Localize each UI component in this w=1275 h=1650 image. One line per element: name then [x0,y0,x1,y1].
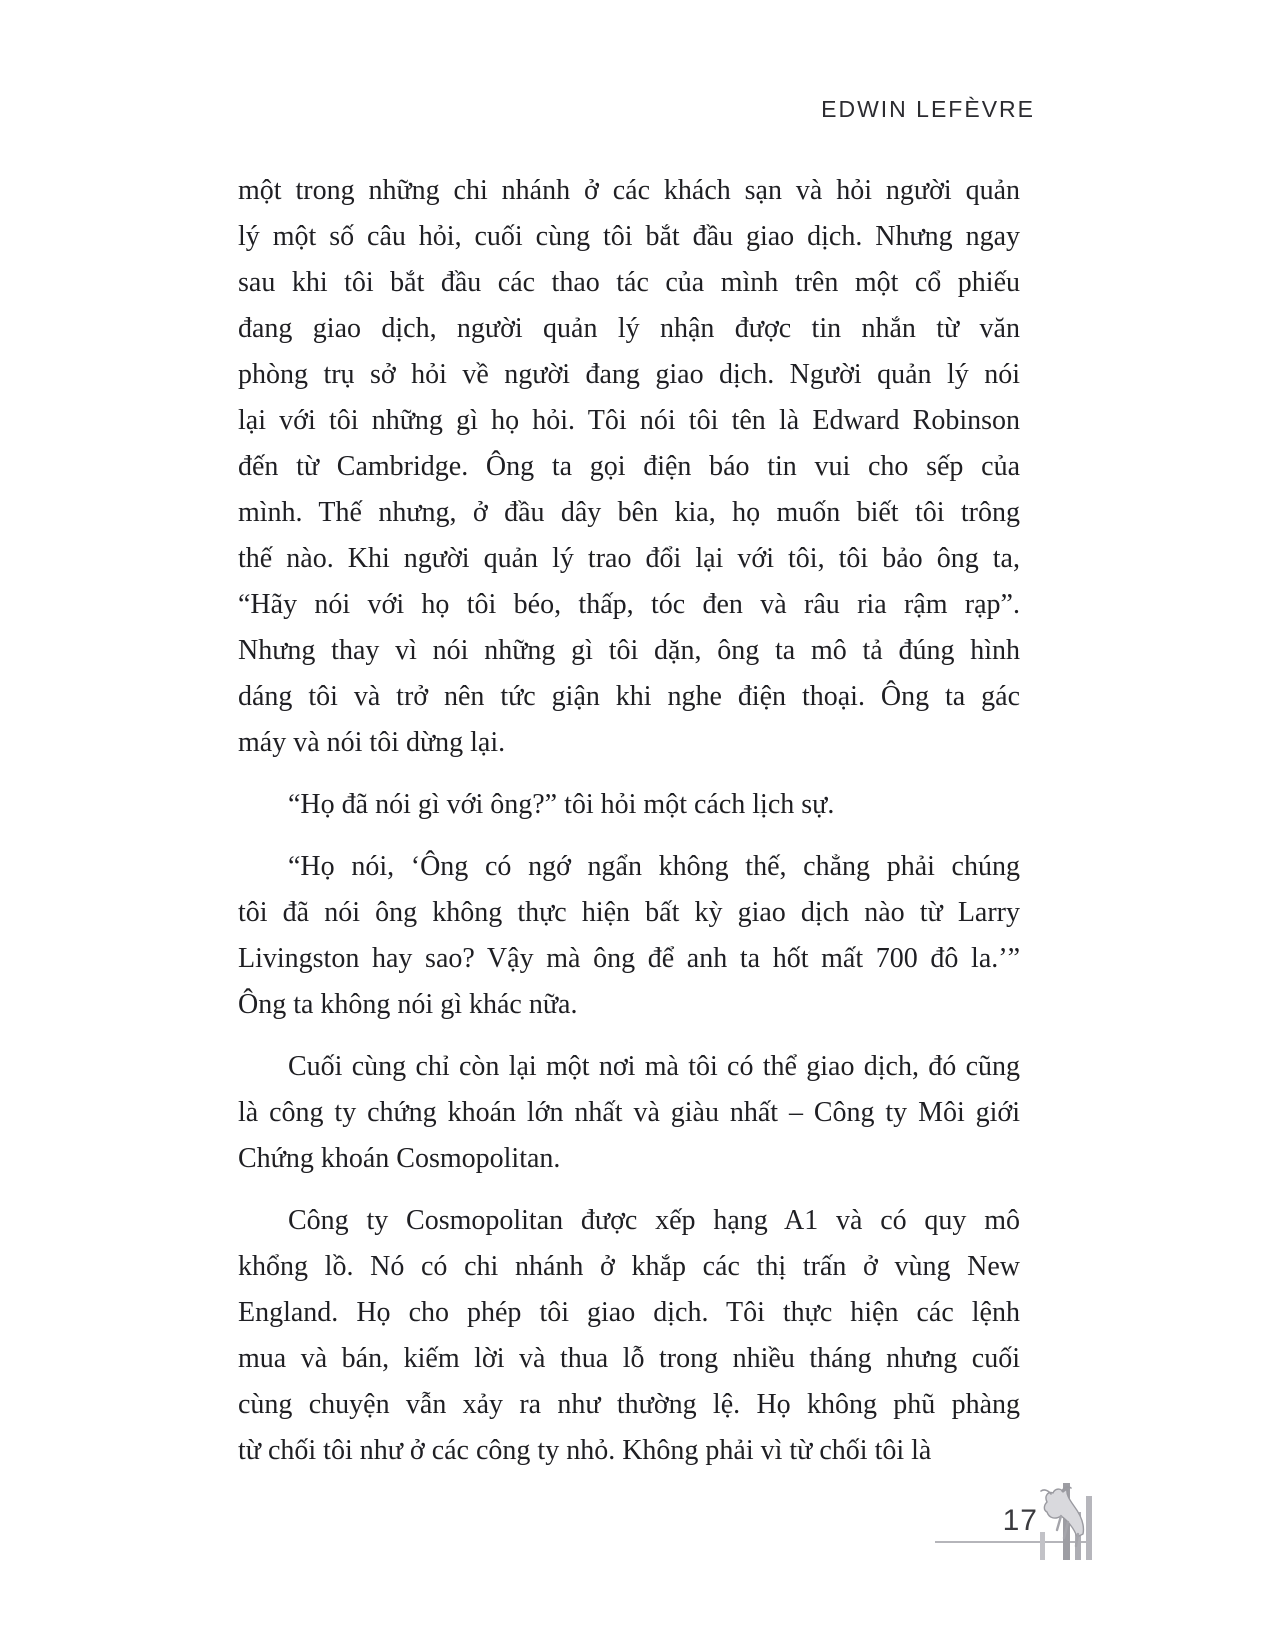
text-line: là công ty chứng khoán lớn nhất và giàu nhất – Công ty Môi giới [238,1097,1020,1128]
running-header-author: EDWIN LEFÈVRE [821,96,1035,122]
text-line: Công ty Cosmopolitan được xếp hạng A1 và có quy mô [288,1205,1020,1236]
text-line: Cuối cùng chỉ còn lại một nơi mà tôi có thể giao dịch, đó cũng [288,1051,1020,1082]
text-line: Chứng khoán Cosmopolitan. [238,1143,561,1174]
paragraph [238,844,1020,1028]
text-line: thế nào. Khi người quản lý trao đổi lại với tôi, tôi bảo ông ta, [238,543,1020,574]
text-line: “Họ đã nói gì với ông?” tôi hỏi một cách lịch sự. [288,789,835,820]
page-number: 17 [1002,1504,1038,1537]
text-line: Ông ta không nói gì khác nữa. [238,989,578,1020]
text-line: mình. Thế nhưng, ở đầu dây bên kia, họ muốn biết tôi trông [238,497,1020,528]
text-line: đang giao dịch, người quản lý nhận được tin nhắn từ văn [238,313,1020,344]
text-line: dáng tôi và trở nên tức giận khi nghe điện thoại. Ông ta gác [238,681,1020,712]
paragraph [238,782,1020,828]
text-line: sau khi tôi bắt đầu các thao tác của mình trên một cổ phiếu [238,267,1020,298]
text-line: máy và nói tôi dừng lại. [238,727,506,758]
paragraph [238,1198,1020,1474]
text-line: “Hãy nói với họ tôi béo, thấp, tóc đen và râu ria rậm rạp”. [238,589,1020,620]
bull-over-bars-logo-icon [1038,1482,1098,1564]
text-line: tôi đã nói ông không thực hiện bất kỳ giao dịch nào từ Larry [238,897,1020,928]
text-line: Nhưng thay vì nói những gì tôi dặn, ông ta mô tả đúng hình [238,635,1020,666]
paragraph [238,1044,1020,1182]
text-line: cùng chuyện vẫn xảy ra như thường lệ. Họ không phũ phàng [238,1389,1020,1420]
page-footer [930,1480,1100,1570]
text-line: lý một số câu hỏi, cuối cùng tôi bắt đầu giao dịch. Nhưng ngay [238,221,1020,252]
text-line: từ chối tôi như ở các công ty nhỏ. Không phải vì từ chối tôi là [238,1435,932,1466]
text-line: England. Họ cho phép tôi giao dịch. Tôi thực hiện các lệnh [238,1297,1020,1328]
text-block [238,168,1020,1474]
text-line: khổng lồ. Nó có chi nhánh ở khắp các thị trấn ở vùng New [238,1251,1020,1282]
text-line: phòng trụ sở hỏi về người đang giao dịch. Người quản lý nói [238,359,1020,390]
text-line: lại với tôi những gì họ hỏi. Tôi nói tôi tên là Edward Robinson [238,405,1020,436]
text-line: mua và bán, kiếm lời và thua lỗ trong nhiều tháng nhưng cuối [238,1343,1020,1374]
text-line: đến từ Cambridge. Ông ta gọi điện báo tin vui cho sếp của [238,451,1020,482]
text-line: Livingston hay sao? Vậy mà ông để anh ta hốt mất 700 đô la.’” [238,943,1020,974]
paragraph [238,168,1020,766]
text-line: một trong những chi nhánh ở các khách sạn và hỏi người quản [238,175,1020,206]
text-line: “Họ nói, ‘Ông có ngớ ngẩn không thế, chẳng phải chúng [288,851,1020,882]
